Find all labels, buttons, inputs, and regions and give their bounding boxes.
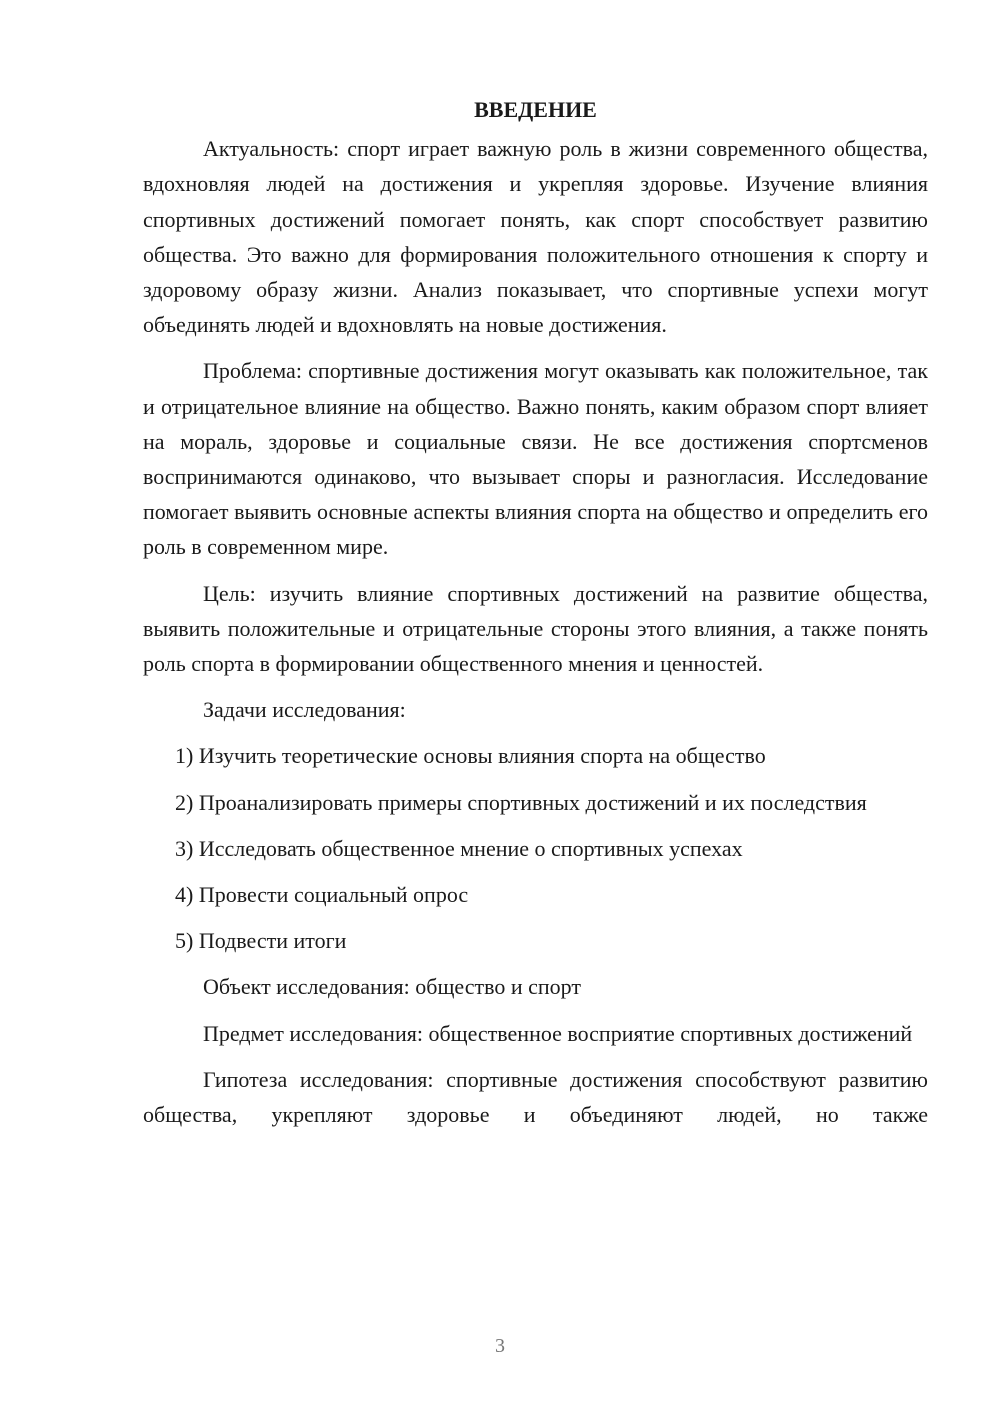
page-number: 3 [495, 1335, 505, 1357]
paragraph-hypothesis: Гипотеза исследования: спортивные достижения способствуют развитию общества, укрепляют здоровье и объединяют людей, но также [143, 1066, 928, 1128]
task-item-2: 2) Проанализировать примеры спортивных достижений и их последствия [175, 789, 867, 815]
task-item-5: 5) Подвести итоги [175, 928, 347, 954]
document-page [143, 92, 928, 1143]
task-item-4: 4) Провести социальный опрос [175, 882, 469, 908]
task-item-1: 1) Изучить теоретические основы влияния спорта на общество [175, 743, 766, 769]
section-title: ВВЕДЕНИЕ [474, 97, 597, 122]
paragraph-goal: Цель: изучить влияние спортивных достижений на развитие общества, выявить положительные и отрицательные стороны этого влияния, а также понять роль спорта в формировании общественного мнения и ценностей. [143, 580, 928, 677]
paragraph-problem: Проблема: спортивные достижения могут оказывать как положительное, так и отрицательное влияние на общество. Важно понять, каким образом спорт влияет на мораль, здоровье и социальные связи. Не все достижения спортсменов воспринимаются одинаково, что вызывает споры и разногласия. Исследование помогает выявить основные аспекты влияния спорта на общество и определить его роль в современном мире. [143, 358, 928, 560]
paragraph-subject: Предмет исследования: общественное восприятие спортивных достижений [203, 1020, 913, 1046]
paragraph-relevance: Актуальность: спорт играет важную роль в жизни современного общества, вдохновляя людей на достижения и укрепляя здоровье. Изучение влияния спортивных достижений помогает понять, как спорт способствует развитию общества. Это важно для формирования положительного отношения к спорту и здоровому образу жизни. Анализ показывает, что спортивные успехи могут объединять людей и вдохновлять на новые достижения. [143, 136, 928, 338]
paragraph-tasks-heading: Задачи исследования: [203, 697, 406, 723]
task-item-3: 3) Исследовать общественное мнение о спортивных успехах [175, 835, 743, 861]
paragraph-object: Объект исследования: общество и спорт [203, 974, 581, 1000]
